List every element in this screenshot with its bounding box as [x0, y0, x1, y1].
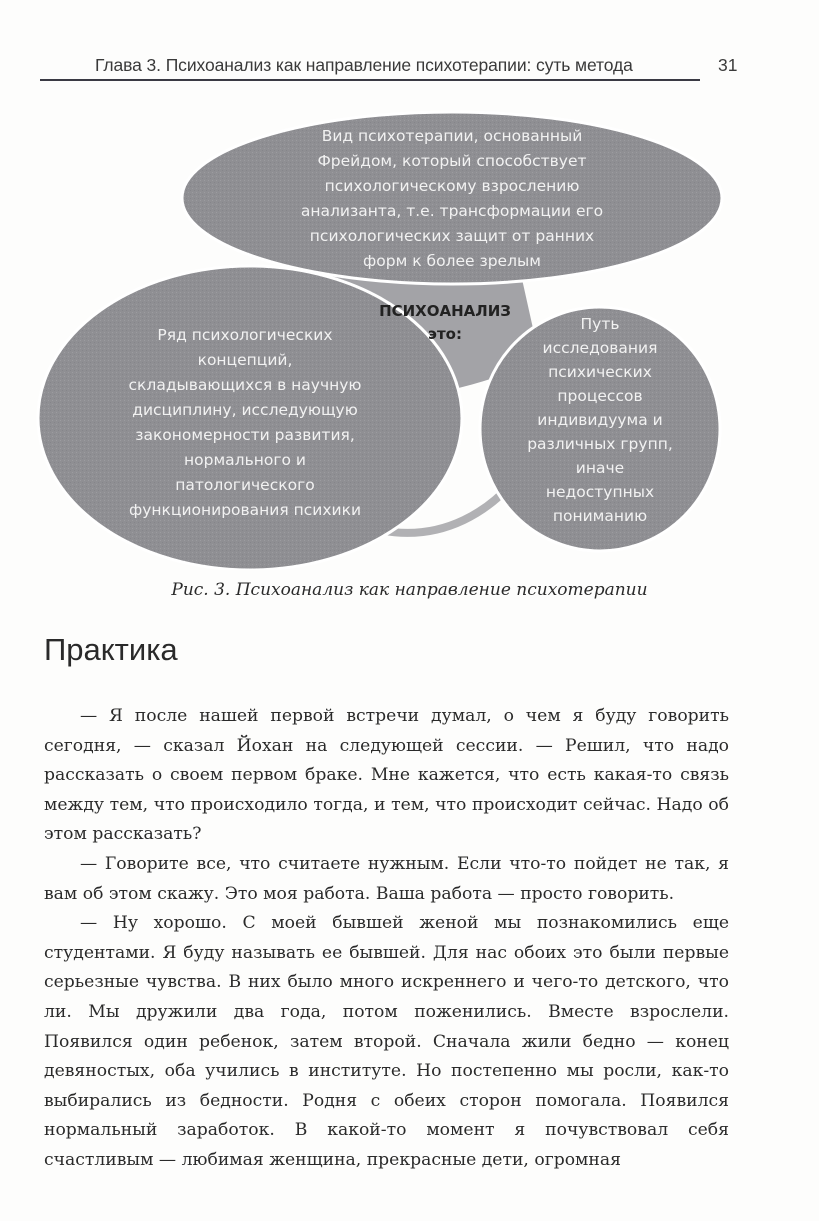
header-rule: [40, 79, 700, 81]
right-bubble-line: процессов: [557, 387, 643, 405]
left-bubble-line: дисциплину, исследующую: [132, 401, 358, 419]
center-label-line1: ПСИХОАНАЛИЗ: [379, 302, 511, 320]
psychoanalysis-diagram: [0, 100, 819, 570]
right-bubble-line: психических: [548, 363, 652, 381]
top-bubble-line: психологических защит от ранних: [309, 227, 595, 245]
right-bubble-line: различных групп,: [527, 435, 673, 453]
left-bubble-line: концепций,: [197, 351, 293, 369]
paragraph: — Говорите все, что считаете нужным. Если что-то пойдет не так, я вам об этом скажу. Это моя работа. Ваша работа — просто говорить.: [44, 853, 729, 904]
right-bubble-line: индивидуума и: [537, 411, 663, 429]
page-number: 31: [718, 55, 738, 75]
section-heading: Практика: [44, 632, 178, 667]
right-bubble-text: [505, 312, 695, 528]
top-bubble-line: Вид психотерапии, основанный: [321, 127, 583, 145]
right-bubble-line: Путь: [580, 315, 620, 333]
left-bubble-line: закономерности развития,: [135, 426, 355, 444]
left-bubble-line: функционирования психики: [128, 501, 362, 519]
right-bubble-line: недоступных: [545, 483, 655, 501]
top-bubble-line: форм к более зрелым: [363, 252, 541, 270]
figure-caption: Рис. 3. Психоанализ как направление психотерапии: [171, 580, 648, 600]
paragraph: — Я после нашей первой встречи думал, о чем я буду говорить сегодня, — сказал Йохан на следующей сессии. — Решил, что надо рассказать о своем первом браке. Мне кажется, что есть какая-то связь между тем, что происходило тогда, и тем, что происходит сейчас. Надо об этом рассказать?: [44, 706, 729, 845]
running-title: Глава 3. Психоанализ как направление психотерапии: суть метода: [95, 55, 633, 75]
left-bubble-text: [60, 323, 430, 523]
top-bubble-text: [232, 124, 672, 274]
right-bubble-line: иначе: [575, 459, 625, 477]
top-bubble-line: психологическому взрослению: [324, 177, 580, 195]
running-header: [40, 52, 740, 82]
top-bubble-line: анализанта, т.е. трансформации его: [300, 202, 604, 220]
left-bubble-line: патологического: [175, 476, 315, 494]
right-bubble-line: исследования: [542, 339, 658, 357]
right-bubble-line: пониманию: [552, 507, 648, 525]
left-bubble-line: Ряд психологических: [157, 326, 333, 344]
left-bubble-line: складывающихся в научную: [128, 376, 362, 394]
body-text: [44, 702, 729, 1176]
top-bubble-line: Фрейдом, который способствует: [317, 152, 587, 170]
paragraph: — Ну хорошо. С моей бывшей женой мы познакомились еще студентами. Я буду называть ее бывшей. Для нас обоих это были первые серьезные чувства. В них было много искреннего и чего-то детского, что ли. Мы дружили два года, потом поженились. Вместе взрослели. Появился один ребенок, затем второй. Сначала жили бедно — конец девяностых, оба учились в институте. Но постепенно мы росли, как-то выбирались из бедности. Родня с обеих сторон помогала. Появился нормальный заработок. В какой-то момент я почувствовал себя счастливым — любимая женщина, прекрасные дети, огромная: [44, 913, 729, 1170]
left-bubble-line: нормального и: [184, 451, 306, 469]
center-label-line2: это:: [428, 325, 462, 343]
